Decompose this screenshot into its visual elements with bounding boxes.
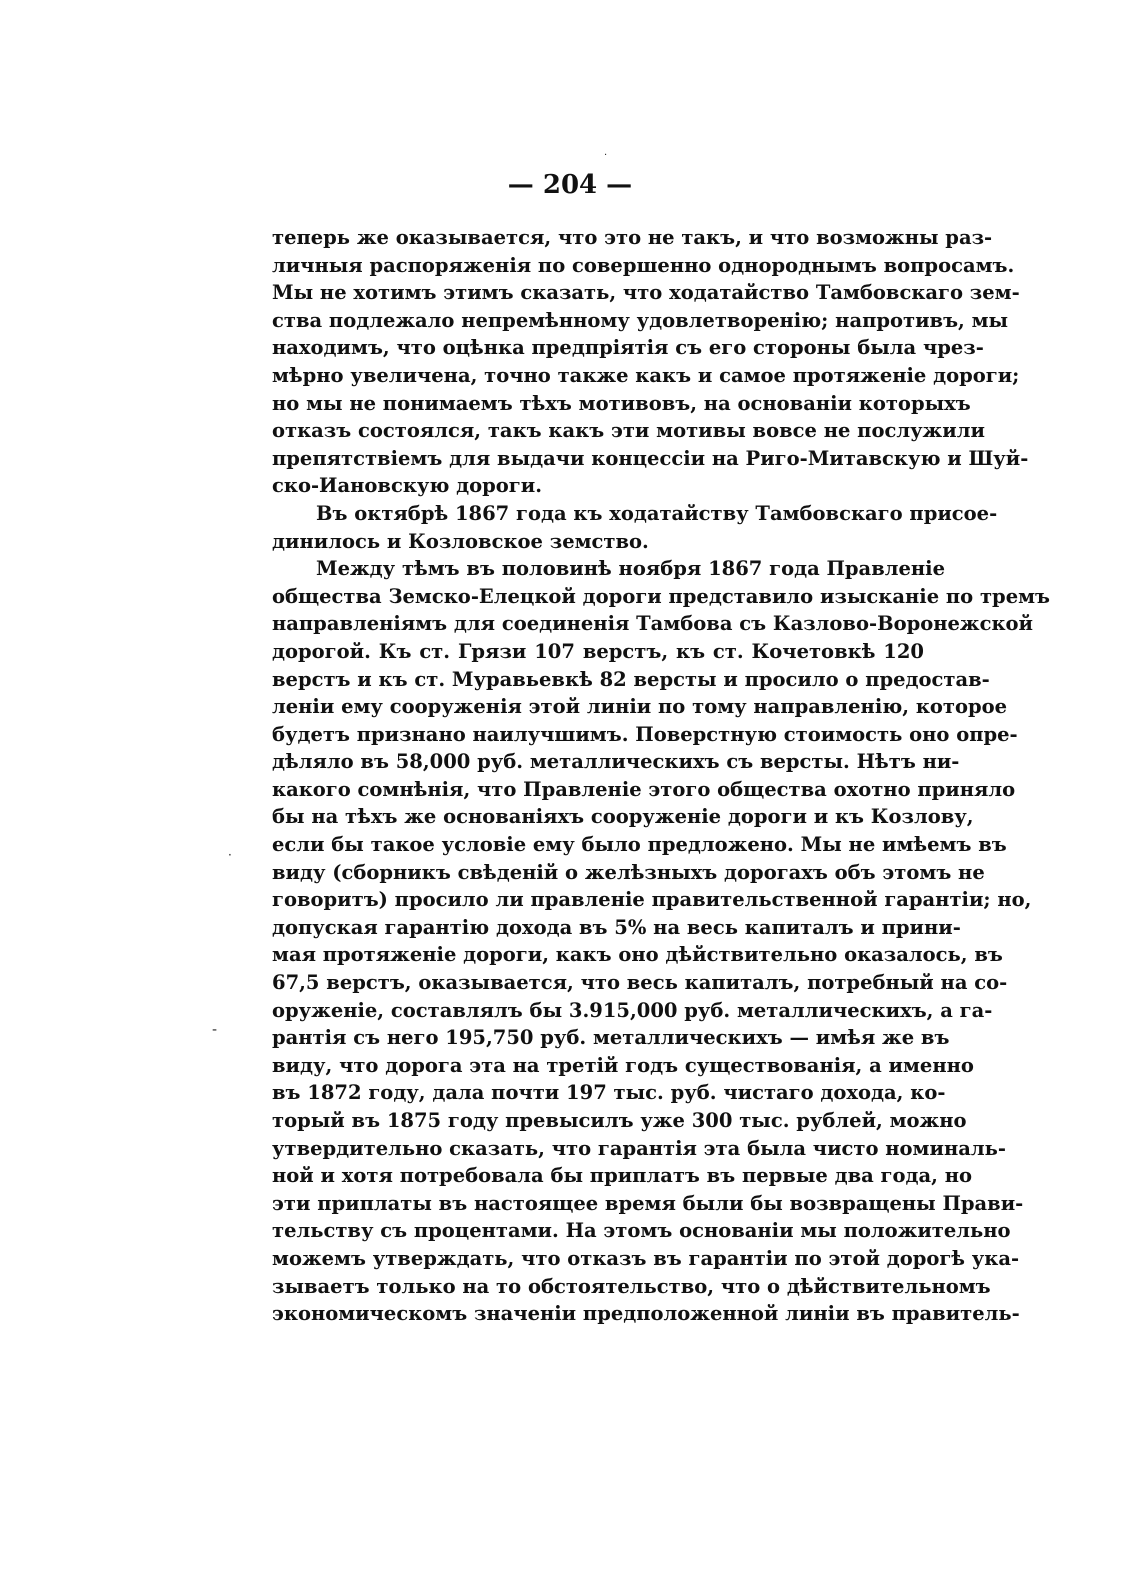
text-line: можемъ утверждать, что отказъ въ гарантіи по этой дорогѣ ука- bbox=[272, 1246, 1020, 1270]
text-line: личныя распоряженія по совершенно однороднымъ вопросамъ. bbox=[272, 253, 1015, 277]
text-line: теперь же оказывается, что это не такъ, и что возможны раз- bbox=[272, 226, 993, 249]
text-line: ной и хотя потребовала бы приплатъ въ первые два года, но bbox=[272, 1164, 972, 1188]
text-line: бы на тѣхъ же основаніяхъ сооруженіе дороги и къ Козлову, bbox=[272, 805, 974, 829]
text-line: рантія съ него 195,750 руб. металлическихъ — имѣя же въ bbox=[272, 1026, 950, 1050]
text-line: леніи ему сооруженія этой линіи по тому направленію, которое bbox=[272, 695, 1008, 719]
text-line: но мы не понимаемъ тѣхъ мотивовъ, на основаніи которыхъ bbox=[272, 391, 971, 415]
text-line: какого сомнѣнія, что Правленіе этого общества охотно приняло bbox=[272, 777, 1016, 801]
text-line: эти приплаты въ настоящее время были бы возвращены Прави- bbox=[272, 1191, 1024, 1215]
text-line: дѣляло въ 58,000 руб. металлическихъ съ версты. Нѣтъ ни- bbox=[272, 750, 960, 774]
text-line: экономическомъ значеніи предположенной линіи въ правитель- bbox=[272, 1302, 1020, 1326]
text-line: торый въ 1875 году превысилъ уже 300 тыс. рублей, можно bbox=[272, 1109, 967, 1132]
page-number: — 204 — bbox=[507, 170, 633, 200]
text-line: направленіямъ для соединенія Тамбова съ Казлово-Воронежской bbox=[272, 612, 1034, 636]
text-line: общества Земско-Елецкой дороги представило изысканіе по тремъ bbox=[272, 584, 1050, 608]
text-line: мѣрно увеличена, точно также какъ и самое протяженіе дороги; bbox=[272, 363, 1020, 387]
text-line: отказъ состоялся, такъ какъ эти мотивы вовсе не послужили bbox=[272, 419, 985, 443]
text-line: Между тѣмъ въ половинѣ ноября 1867 года Правленіе bbox=[316, 557, 945, 581]
text-line: зываетъ только на то обстоятельство, что о дѣйствительномъ bbox=[272, 1274, 991, 1298]
text-line: верстъ и къ ст. Муравьевкѣ 82 версты и просило о предостав- bbox=[272, 667, 990, 691]
text-line: въ 1872 году, дала почти 197 тыс. руб. чистаго дохода, ко- bbox=[272, 1081, 946, 1105]
text-line: тельству съ процентами. На этомъ основаніи мы положительно bbox=[272, 1219, 1011, 1243]
text-line: ства подлежало непремѣнному удовлетворенію; напротивъ, мы bbox=[272, 308, 1009, 332]
text-line: виду (сборникъ свѣденій о желѣзныхъ дорогахъ объ этомъ не bbox=[272, 860, 985, 884]
margin-speck-dot: · bbox=[228, 848, 232, 862]
text-line: говоритъ) просило ли правленіе правительственной гарантіи; но, bbox=[272, 888, 1032, 912]
text-line: если бы такое условіе ему было предложено. Мы не имѣемъ въ bbox=[272, 833, 1007, 857]
text-line: оруженіе, составлялъ бы 3.915,000 руб. металлическихъ, а га- bbox=[272, 998, 993, 1022]
text-line: Мы не хотимъ этимъ сказать, что ходатайство Тамбовскаго зем- bbox=[272, 281, 1020, 305]
text-line: виду, что дорога эта на третій годъ существованія, а именно bbox=[272, 1053, 974, 1077]
text-line: находимъ, что оцѣнка предпріятія съ его стороны была чрез- bbox=[272, 336, 984, 360]
text-line: дорогой. Къ ст. Грязи 107 верстъ, къ ст. Кочетовкѣ 120 bbox=[272, 639, 924, 663]
text-line: будетъ признано наилучшимъ. Поверстную стоимость оно опре- bbox=[272, 722, 1018, 746]
text-line: Въ октябрѣ 1867 года къ ходатайству Тамбовскаго присое- bbox=[316, 501, 998, 525]
body-text bbox=[272, 224, 1050, 1328]
margin-speck-dash: - bbox=[212, 1022, 218, 1038]
text-line: 67,5 верстъ, оказывается, что весь капиталъ, потребный на со- bbox=[272, 971, 1008, 995]
page-speck-dot: · bbox=[604, 150, 608, 161]
text-line: препятствіемъ для выдачи концессіи на Риго-Митавскую и Шуй- bbox=[272, 446, 1029, 470]
text-line: мая протяженіе дороги, какъ оно дѣйствительно оказалось, въ bbox=[272, 943, 1003, 967]
text-line: динилось и Козловское земство. bbox=[272, 529, 649, 553]
text-line: утвердительно сказать, что гарантія эта была чисто номиналь- bbox=[272, 1136, 1006, 1160]
text-line: ско-Иановскую дороги. bbox=[272, 474, 543, 498]
text-line: допуская гарантію дохода въ 5% на весь капиталъ и прини- bbox=[272, 915, 961, 939]
